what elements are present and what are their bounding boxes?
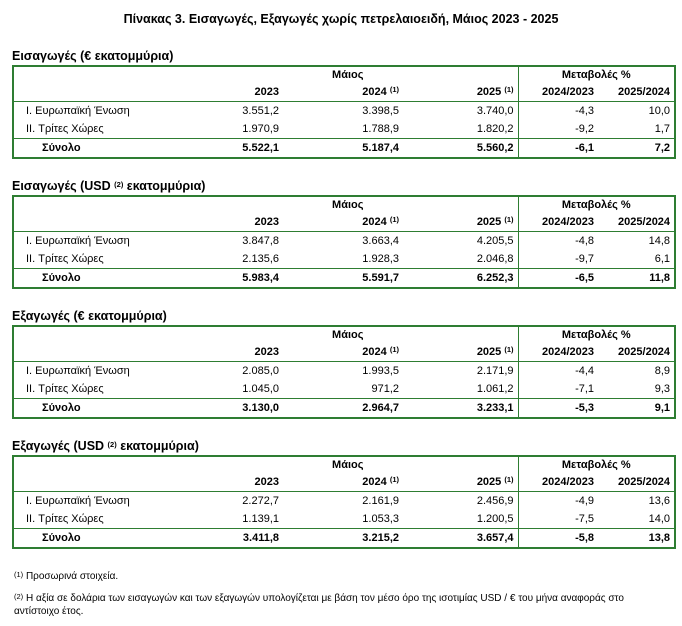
table-header-row — [13, 326, 675, 343]
table-section — [12, 438, 674, 549]
cell-2024: 3.663,4 — [362, 235, 399, 247]
cell-2024: 1.928,3 — [362, 253, 399, 265]
row-label: Σύνολο — [13, 399, 178, 419]
col-2023: 2023 — [178, 473, 283, 492]
table-section — [12, 308, 674, 419]
data-table — [12, 195, 676, 289]
data-table — [12, 325, 676, 419]
col-2024-label: 2024 — [362, 346, 387, 358]
footnote-2-marker: (2) — [14, 592, 24, 601]
row-label: I. Ευρωπαϊκή Ένωση — [26, 235, 130, 247]
cell-2025: 6.252,3 — [403, 269, 518, 289]
row-label: II. Τρίτες Χώρες — [26, 253, 104, 265]
cell-2024: 3.398,5 — [362, 105, 399, 117]
cell-2023: 3.130,0 — [178, 399, 283, 419]
cell-change-2024-2023: -6,5 — [518, 269, 598, 289]
table-header-row — [13, 196, 675, 213]
section-title-text: Εξαγωγές (€ εκατομμύρια) — [12, 309, 167, 323]
col-2025-label: 2025 — [476, 476, 502, 488]
col-2024-label: 2024 — [362, 86, 387, 98]
col-2024 — [283, 473, 403, 492]
table-header-row — [13, 343, 675, 362]
col-2024 — [283, 213, 403, 232]
col-2023: 2023 — [178, 343, 283, 362]
col-2025-marker: (1) — [504, 475, 514, 484]
row-label: II. Τρίτες Χώρες — [26, 513, 104, 525]
cell-change-2024-2023: -4,8 — [518, 232, 598, 251]
cell-2024: 1.788,9 — [362, 123, 399, 135]
cell-2025: 5.560,2 — [403, 139, 518, 159]
total-row — [13, 139, 675, 159]
cell-2025: 3.657,4 — [403, 529, 518, 549]
table-row — [13, 510, 675, 529]
changes-header: Μεταβολές % — [518, 456, 675, 473]
footnote-2 — [14, 592, 654, 618]
cell-2025: 4.205,5 — [476, 235, 514, 247]
col-change-2024-2023: 2024/2023 — [518, 473, 598, 492]
col-2025-label: 2025 — [476, 216, 502, 228]
cell-2025: 2.171,9 — [476, 365, 514, 377]
footnote-1 — [14, 570, 654, 583]
cell-2024: 971,2 — [371, 383, 399, 395]
cell-change-2024-2023: -6,1 — [518, 139, 598, 159]
row-label: Σύνολο — [13, 139, 178, 159]
table-section — [12, 48, 674, 159]
table-header-row — [13, 83, 675, 102]
col-change-2025-2024: 2025/2024 — [598, 343, 675, 362]
cell-2024: 2.964,7 — [283, 399, 403, 419]
cell-2023: 5.522,1 — [178, 139, 283, 159]
col-2024-label: 2024 — [362, 476, 387, 488]
col-2024-label: 2024 — [362, 216, 387, 228]
table-header-row — [13, 473, 675, 492]
footnote-1-text: Προσωρινά στοιχεία. — [23, 571, 119, 582]
cell-2024: 5.187,4 — [283, 139, 403, 159]
section-title-unit: εκατομμύρια) — [116, 439, 199, 453]
cell-2023: 3.847,8 — [242, 235, 279, 247]
month-header: Μάιος — [332, 329, 364, 341]
cell-2025: 2.046,8 — [476, 253, 514, 265]
cell-2023: 1.139,1 — [242, 513, 279, 525]
cell-change-2024-2023: -4,4 — [518, 362, 598, 381]
cell-2025: 1.820,2 — [476, 123, 514, 135]
row-label: I. Ευρωπαϊκή Ένωση — [26, 105, 130, 117]
cell-2023: 1.045,0 — [242, 383, 279, 395]
cell-change-2024-2023: -4,9 — [518, 492, 598, 511]
cell-change-2025-2024: 9,1 — [598, 399, 675, 419]
changes-header: Μεταβολές % — [518, 196, 675, 213]
table-header-row — [13, 456, 675, 473]
cell-change-2024-2023: -5,3 — [518, 399, 598, 419]
col-2025-marker: (1) — [504, 345, 514, 354]
row-label: II. Τρίτες Χώρες — [26, 383, 104, 395]
table-row — [13, 120, 675, 139]
table-row — [13, 492, 675, 511]
cell-change-2024-2023: -4,3 — [518, 102, 598, 121]
cell-2025: 2.456,9 — [476, 495, 514, 507]
cell-2024: 1.053,3 — [362, 513, 399, 525]
section-title-unit: εκατομμύρια) — [123, 179, 206, 193]
row-label: I. Ευρωπαϊκή Ένωση — [26, 495, 130, 507]
section-title — [12, 48, 674, 65]
cell-change-2025-2024: 14,8 — [648, 235, 671, 247]
cell-change-2024-2023: -9,7 — [518, 250, 598, 269]
total-row — [13, 399, 675, 419]
cell-change-2025-2024: 10,0 — [648, 105, 671, 117]
cell-change-2024-2023: -7,5 — [518, 510, 598, 529]
row-label: Σύνολο — [13, 529, 178, 549]
cell-2025: 3.740,0 — [476, 105, 514, 117]
data-table — [12, 65, 676, 159]
page-title: Πίνακας 3. Εισαγωγές, Εξαγωγές χωρίς πετρελαιοειδή, Μάιος 2023 - 2025 — [123, 12, 559, 26]
total-row — [13, 529, 675, 549]
table-row — [13, 380, 675, 399]
col-2024-marker: (1) — [389, 475, 399, 484]
row-label: II. Τρίτες Χώρες — [26, 123, 104, 135]
col-2025 — [403, 213, 518, 232]
cell-change-2025-2024: 7,2 — [598, 139, 675, 159]
cell-2024: 2.161,9 — [362, 495, 399, 507]
month-header: Μάιος — [332, 459, 364, 471]
col-change-2025-2024: 2025/2024 — [598, 473, 675, 492]
month-header: Μάιος — [332, 69, 364, 81]
section-title-text: Εξαγωγές (USD — [12, 439, 108, 453]
cell-change-2025-2024: 8,9 — [654, 365, 671, 377]
col-change-2024-2023: 2024/2023 — [518, 343, 598, 362]
col-2025-marker: (1) — [504, 85, 514, 94]
cell-2025: 1.061,2 — [476, 383, 514, 395]
cell-change-2025-2024: 13,8 — [598, 529, 675, 549]
col-2023: 2023 — [178, 213, 283, 232]
table-row — [13, 362, 675, 381]
col-change-2025-2024: 2025/2024 — [598, 213, 675, 232]
col-2024-marker: (1) — [389, 85, 399, 94]
section-title-marker: (2) — [107, 440, 117, 449]
table-row — [13, 102, 675, 121]
section-title-text: Εισαγωγές (€ εκατομμύρια) — [12, 49, 174, 63]
cell-2023: 1.970,9 — [242, 123, 279, 135]
table-row — [13, 232, 675, 251]
cell-2023: 2.085,0 — [242, 365, 279, 377]
table-header-row — [13, 213, 675, 232]
col-2025-marker: (1) — [504, 215, 514, 224]
col-2025 — [403, 473, 518, 492]
footnote-1-marker: (1) — [14, 570, 24, 579]
footnote-2-text: Η αξία σε δολάρια των εισαγωγών και των εξαγωγών υπολογίζεται με βάση τον μέσο όρο της ισοτιμίας USD / € του μήνα αναφοράς στο αντίστοιχο έτος. — [14, 593, 624, 617]
cell-2023: 2.135,6 — [242, 253, 279, 265]
col-2025-label: 2025 — [476, 86, 502, 98]
cell-change-2024-2023: -7,1 — [518, 380, 598, 399]
section-title — [12, 438, 674, 455]
col-2024-marker: (1) — [389, 345, 399, 354]
table-header-row — [13, 66, 675, 83]
changes-header: Μεταβολές % — [518, 326, 675, 343]
cell-2023: 3.551,2 — [242, 105, 279, 117]
cell-2023: 5.983,4 — [178, 269, 283, 289]
col-2025-label: 2025 — [476, 346, 502, 358]
col-2024-marker: (1) — [389, 215, 399, 224]
col-2025 — [403, 343, 518, 362]
col-2023: 2023 — [178, 83, 283, 102]
col-change-2025-2024: 2025/2024 — [598, 83, 675, 102]
changes-header: Μεταβολές % — [518, 66, 675, 83]
cell-2024: 5.591,7 — [283, 269, 403, 289]
col-2024 — [283, 83, 403, 102]
col-change-2024-2023: 2024/2023 — [518, 83, 598, 102]
section-title-marker: (2) — [114, 180, 124, 189]
cell-change-2024-2023: -5,8 — [518, 529, 598, 549]
cell-change-2025-2024: 6,1 — [654, 253, 671, 265]
month-header: Μάιος — [332, 199, 364, 211]
section-title-text: Εισαγωγές (USD — [12, 179, 115, 193]
cell-change-2025-2024: 14,0 — [648, 513, 671, 525]
cell-2023: 2.272,7 — [242, 495, 279, 507]
total-row — [13, 269, 675, 289]
cell-2025: 3.233,1 — [403, 399, 518, 419]
cell-2024: 1.993,5 — [362, 365, 399, 377]
cell-2025: 1.200,5 — [476, 513, 514, 525]
cell-change-2025-2024: 9,3 — [654, 383, 671, 395]
cell-2023: 3.411,8 — [178, 529, 283, 549]
row-label: I. Ευρωπαϊκή Ένωση — [26, 365, 130, 377]
cell-change-2025-2024: 11,8 — [598, 269, 675, 289]
cell-change-2025-2024: 1,7 — [654, 123, 671, 135]
cell-change-2024-2023: -9,2 — [518, 120, 598, 139]
col-2024 — [283, 343, 403, 362]
col-2025 — [403, 83, 518, 102]
section-title — [12, 308, 674, 325]
col-change-2024-2023: 2024/2023 — [518, 213, 598, 232]
table-section — [12, 178, 674, 289]
cell-change-2025-2024: 13,6 — [648, 495, 671, 507]
table-row — [13, 250, 675, 269]
row-label: Σύνολο — [13, 269, 178, 289]
data-table — [12, 455, 676, 549]
cell-2024: 3.215,2 — [283, 529, 403, 549]
section-title — [12, 178, 674, 195]
